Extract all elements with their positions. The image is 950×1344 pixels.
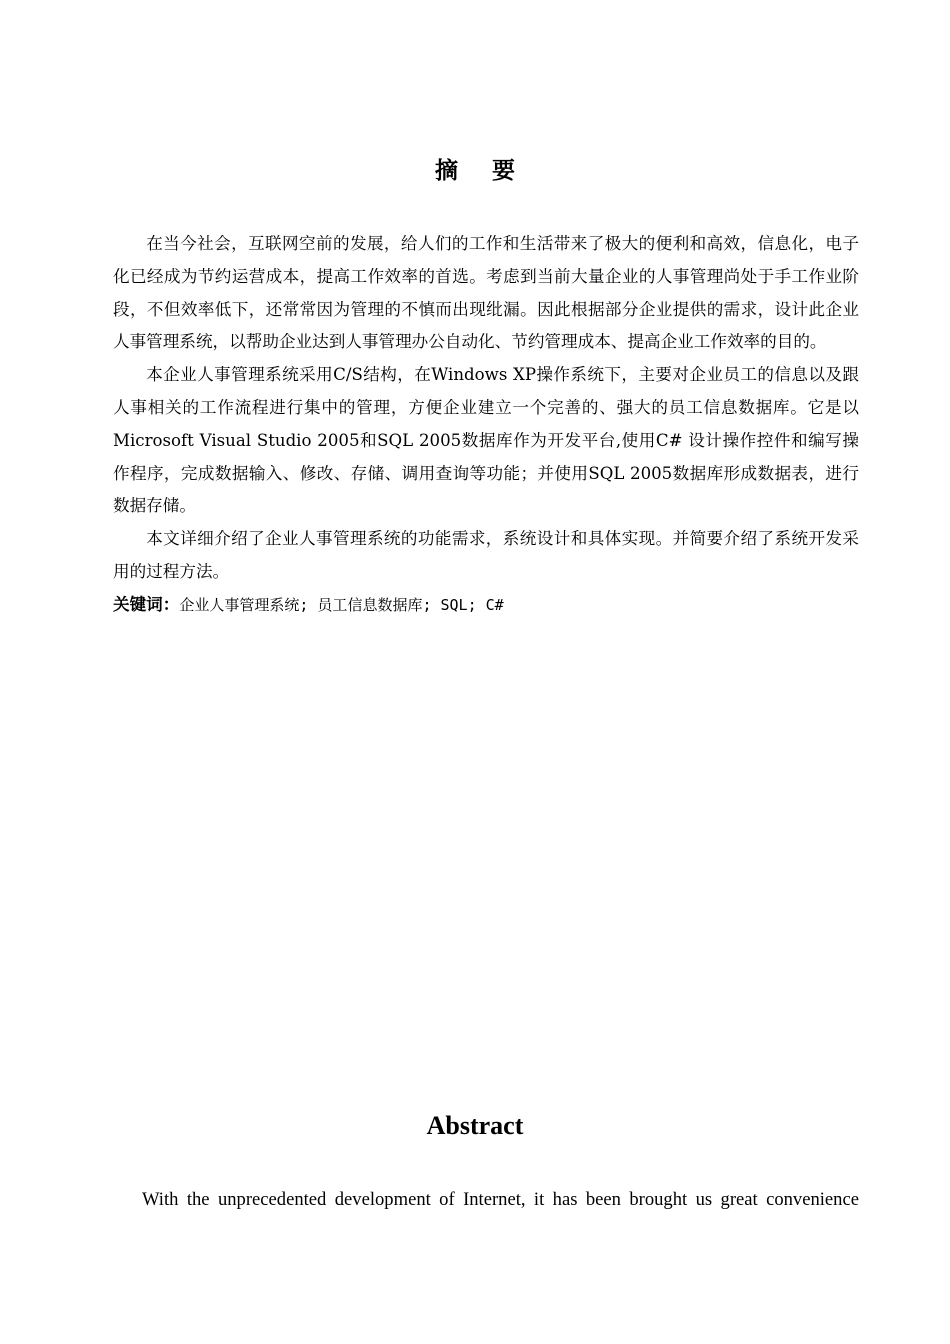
keywords-line <box>113 589 859 622</box>
english-abstract-title: Abstract <box>426 1111 524 1140</box>
chinese-abstract-paragraph-2: 本企业人事管理系统采用C/S结构，在Windows XP操作系统下，主要对企业员工的信息以及跟人事相关的工作流程进行集中的管理，方便企业建立一个完善的、强大的员工信息数据库。它是以Microsoft Visual Studio 2005和SQL 2005数据库作为开发平台,使用C# 设计操作控件和编写操作程序，完成数据输入、修改、存储、调用查询等功能；并使用SQL 2005数据库形成数据表，进行数据存储。 <box>113 365 859 516</box>
chinese-abstract-paragraph-3: 本文详细介绍了企业人事管理系统的功能需求，系统设计和具体实现。并简要介绍了系统开发采用的过程方法。 <box>113 529 859 581</box>
chinese-abstract-title: 摘要 <box>435 158 549 184</box>
keywords-text: 企业人事管理系统; 员工信息数据库; SQL; C# <box>179 595 504 614</box>
english-abstract-body <box>113 1184 859 1216</box>
english-abstract-paragraph-1: With the unprecedented development of Internet, it has been brought us great convenience <box>142 1189 859 1210</box>
chinese-abstract-paragraph-1: 在当今社会，互联网空前的发展，给人们的工作和生活带来了极大的便利和高效，信息化，电子化已经成为节约运营成本，提高工作效率的首选。考虑到当前大量企业的人事管理尚处于手工作业阶段，不但效率低下，还常常因为管理的不慎而出现纰漏。因此根据部分企业提供的需求，设计此企业人事管理系统，以帮助企业达到人事管理办公自动化、节约管理成本、提高企业工作效率的目的。 <box>113 234 859 352</box>
chinese-abstract-body <box>113 228 859 622</box>
keywords-label: 关键词： <box>113 594 180 614</box>
